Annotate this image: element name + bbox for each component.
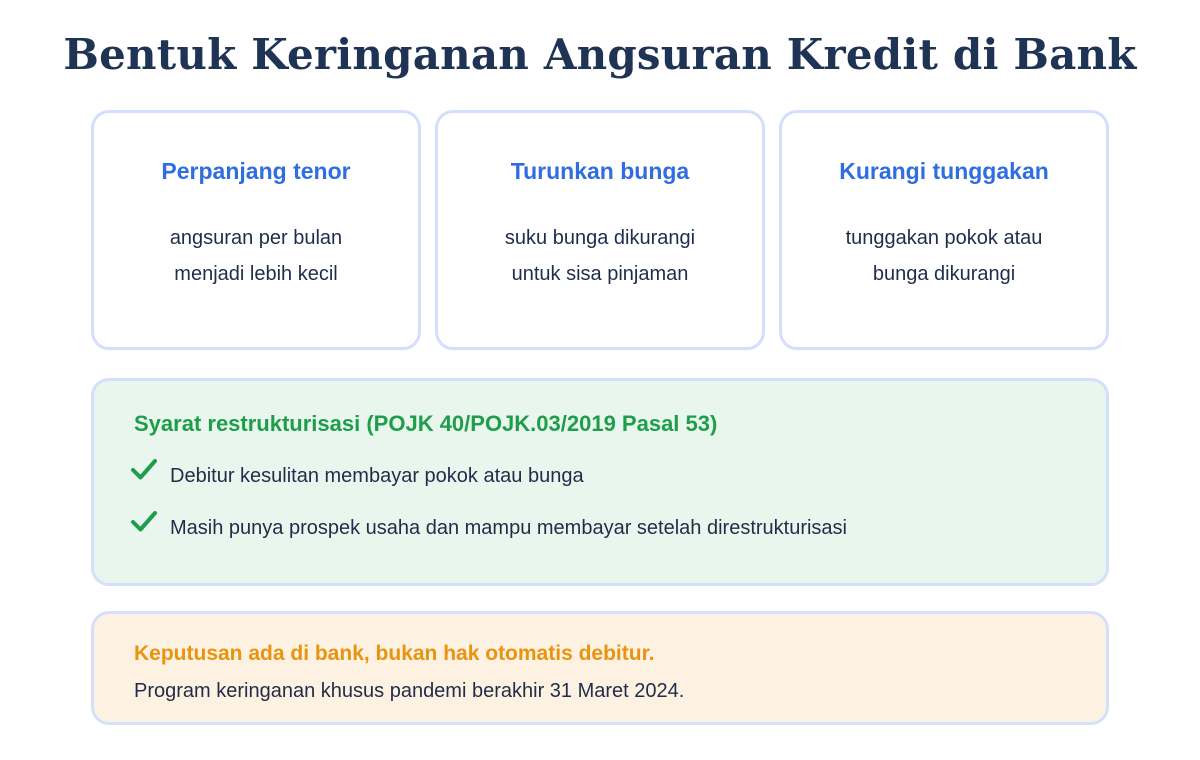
card-title: Turunkan bunga [510, 158, 690, 184]
note-panel [91, 611, 1109, 725]
card-extend-tenor [91, 110, 421, 350]
card-desc-line: untuk sisa pinjaman [511, 263, 689, 285]
list-item [130, 509, 1070, 561]
requirements-title: Syarat restrukturisasi (POJK 40/POJK.03/2019 Pasal 53) [134, 411, 718, 436]
note-text: Program keringanan khusus pandemi berakhir 31 Maret 2024. [134, 680, 685, 702]
requirements-panel [91, 378, 1109, 586]
card-desc-line: menjadi lebih kecil [174, 263, 338, 285]
card-description [475, 220, 725, 292]
card-title: Perpanjang tenor [161, 158, 351, 184]
card-desc-line: suku bunga dikurangi [504, 227, 696, 249]
card-desc-line: bunga dikurangi [872, 263, 1016, 285]
card-lower-interest [435, 110, 765, 350]
check-icon [130, 457, 158, 483]
note-title: Keputusan ada di bank, bukan hak otomatis debitur. [134, 642, 655, 665]
page-title: Bentuk Keringanan Angsuran Kredit di Bank [63, 30, 1137, 79]
card-title: Kurangi tunggakan [839, 158, 1049, 184]
requirements-list [130, 457, 1070, 561]
card-description [131, 220, 381, 292]
card-desc-line: angsuran per bulan [169, 227, 343, 249]
check-icon [130, 509, 158, 535]
card-desc-line: tunggakan pokok atau [845, 227, 1043, 249]
card-reduce-arrears [779, 110, 1109, 350]
requirement-text: Masih punya prospek usaha dan mampu membayar setelah direstrukturisasi [170, 517, 848, 539]
list-item [130, 457, 1070, 509]
requirement-text: Debitur kesulitan membayar pokok atau bunga [170, 465, 584, 487]
card-description [819, 220, 1069, 292]
relief-cards [91, 110, 1109, 350]
